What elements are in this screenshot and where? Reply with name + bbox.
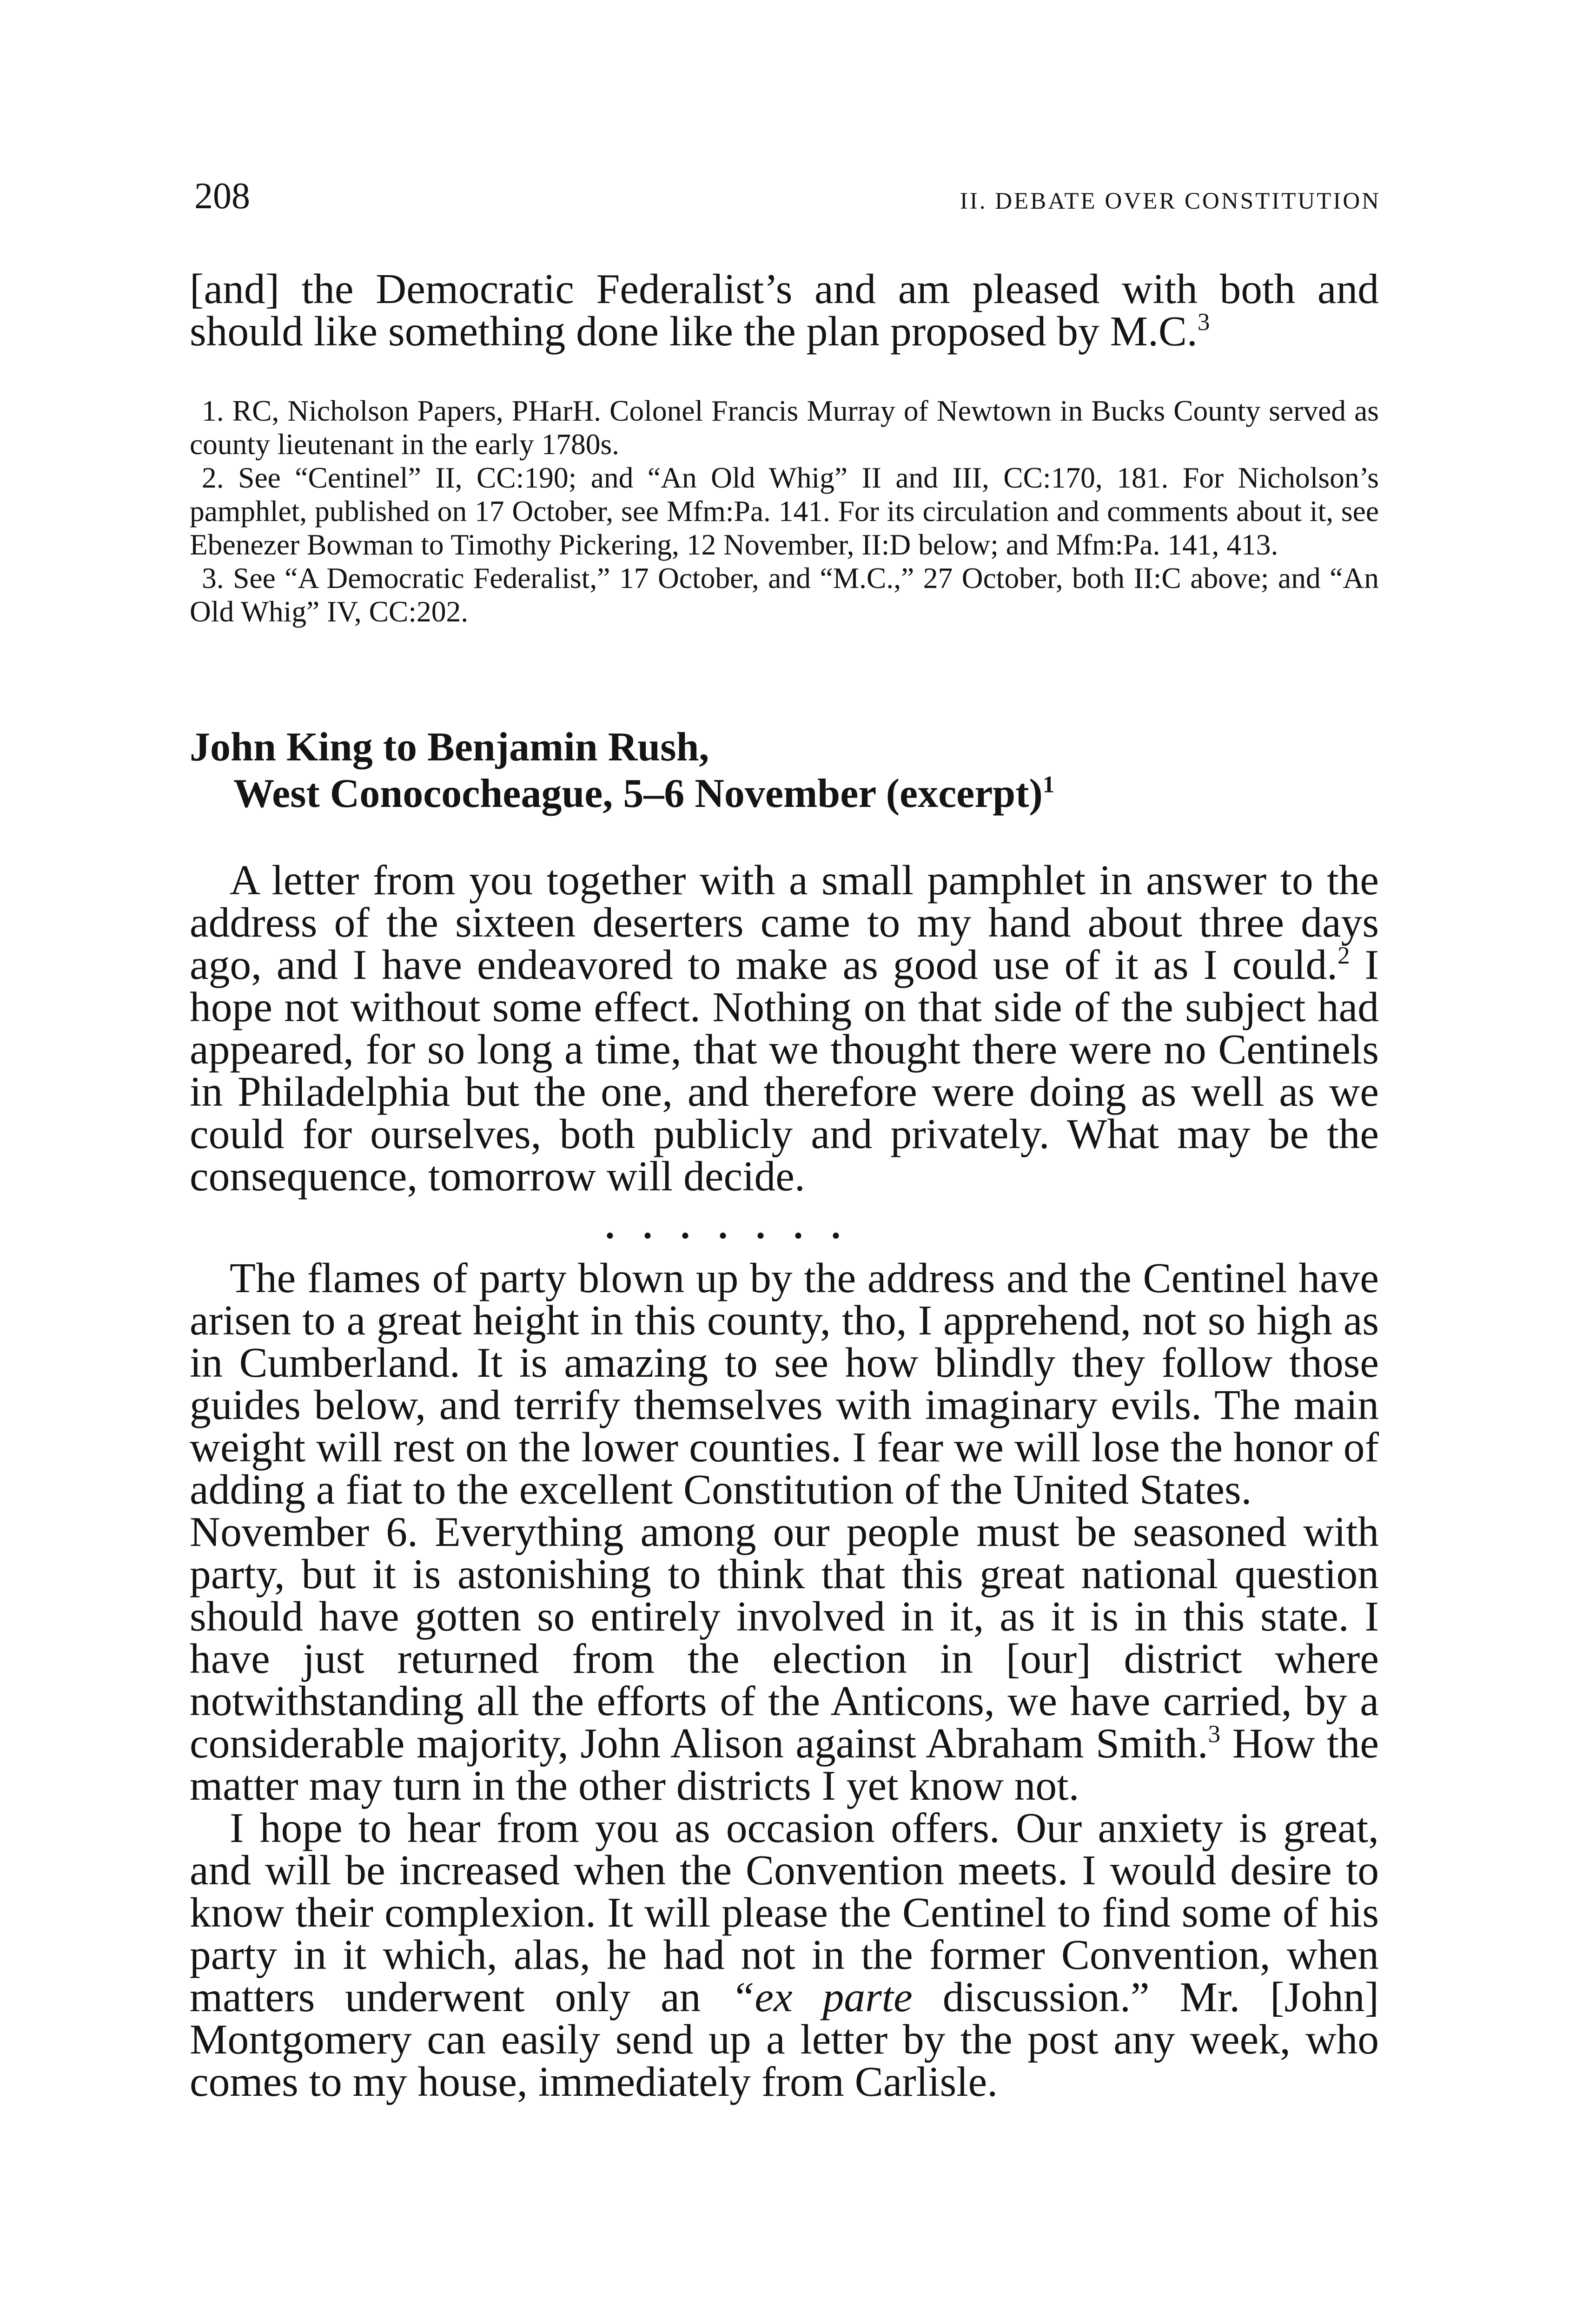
paragraph-text: I hope not without some effect. Nothing on that side of the subject had appeared, for so long a time, that we thought there were no Centinels in Philadelphia but the one, and therefore were doing as well as we could for ourselves, both publicly and privately. What may be the consequence, tomorrow will decide. <box>190 941 1379 1200</box>
letter-paragraph-4 <box>190 1804 1379 2105</box>
continuation-text: [and] the Democratic Federalist’s and am pleased with both and should like something done like the plan proposed by M.C. <box>190 265 1379 355</box>
letter-heading <box>190 724 1054 817</box>
footnote-number: 2. <box>202 461 224 494</box>
paragraph-text: How the matter may turn in the other districts I yet know not. <box>190 1719 1379 1809</box>
letter-paragraph-3 <box>190 1508 1379 1809</box>
page-number: 208 <box>194 176 250 217</box>
footnote-ref: 2 <box>1337 942 1350 970</box>
running-head: II. DEBATE OVER CONSTITUTION <box>960 188 1381 214</box>
paragraph-text: discussion.” Mr. [John] Montgomery can easily send up a letter by the post any week, who comes to my house, immediately from Carlisle. <box>190 1973 1379 2105</box>
footnote-text: See “A Democratic Federalist,” 17 October, and “M.C.,” 27 October, both II:C above; and “An Old Whig” IV, CC:202. <box>190 561 1379 628</box>
letter-heading-place-date: West Conococheague, 5–6 November (excerpt) <box>233 771 1043 816</box>
letter-paragraph-1 <box>190 856 1379 1200</box>
footnotes <box>190 394 1379 628</box>
footnote-1 <box>190 394 1379 461</box>
omission-ellipsis: ....... <box>605 1206 869 1247</box>
continuation-paragraph <box>190 265 1379 355</box>
footnote-text: See “Centinel” II, CC:190; and “An Old Whig” II and III, CC:170, 181. For Nicholson’s pamphlet, published on 17 October, see Mfm:Pa. 141. For its circulation and comments about it, see Ebenezer Bowman to Timothy Pickering, 12 November, II:D below; and Mfm:Pa. 141, 413. <box>190 461 1379 561</box>
footnote-3 <box>190 561 1379 628</box>
letter-heading-line1: John King to Benjamin Rush, <box>190 725 709 770</box>
paragraph-text: November 6. Everything among our people must be seasoned with party, but it is astonishing to think that this great national question should have gotten so entirely involved in it, as it is in this state. I have just returned from the election in [our] district where notwithstanding all the efforts of the Anticons, we have carried, by a considerable majority, John Alison against Abraham Smith. <box>190 1508 1379 1767</box>
footnote-2 <box>190 461 1379 561</box>
footnote-ref: 3 <box>1208 1721 1221 1748</box>
footnote-number: 1. <box>202 394 224 427</box>
paragraph-text: The flames of party blown up by the address and the Centinel have arisen to a great height in this county, tho, I apprehend, not so high as in Cumberland. It is amazing to see how blindly they follow those guides below, and terrify themselves with imaginary evils. The main weight will rest on the lower counties. I fear we will lose the honor of adding a fiat to the excellent Constitution of the United States. <box>190 1254 1379 1513</box>
paragraph-text: A letter from you together with a small pamphlet in answer to the address of the sixteen deserters came to my hand about three days ago, and I have endeavored to make as good use of it as I could. <box>190 856 1379 988</box>
footnote-ref: 3 <box>1197 309 1210 336</box>
letter-heading-line2 <box>190 771 1054 817</box>
footnote-ref: 1 <box>1042 772 1055 798</box>
paragraph-text: I hope to hear from you as occasion offers. Our anxiety is great, and will be increased when the Convention meets. I would desire to know their complexion. It will please the Centinel to find some of his party in it which, alas, he had not in the former Convention, when matters underwent only an <box>190 1804 1379 2020</box>
footnote-number: 3. <box>202 561 224 594</box>
footnote-text: RC, Nicholson Papers, PHarH. Colonel Francis Murray of Newtown in Bucks County served as county lieutenant in the early 1780s. <box>190 394 1379 461</box>
italic-phrase: “ex parte <box>731 1973 913 2020</box>
letter-paragraph-2 <box>190 1254 1379 2105</box>
